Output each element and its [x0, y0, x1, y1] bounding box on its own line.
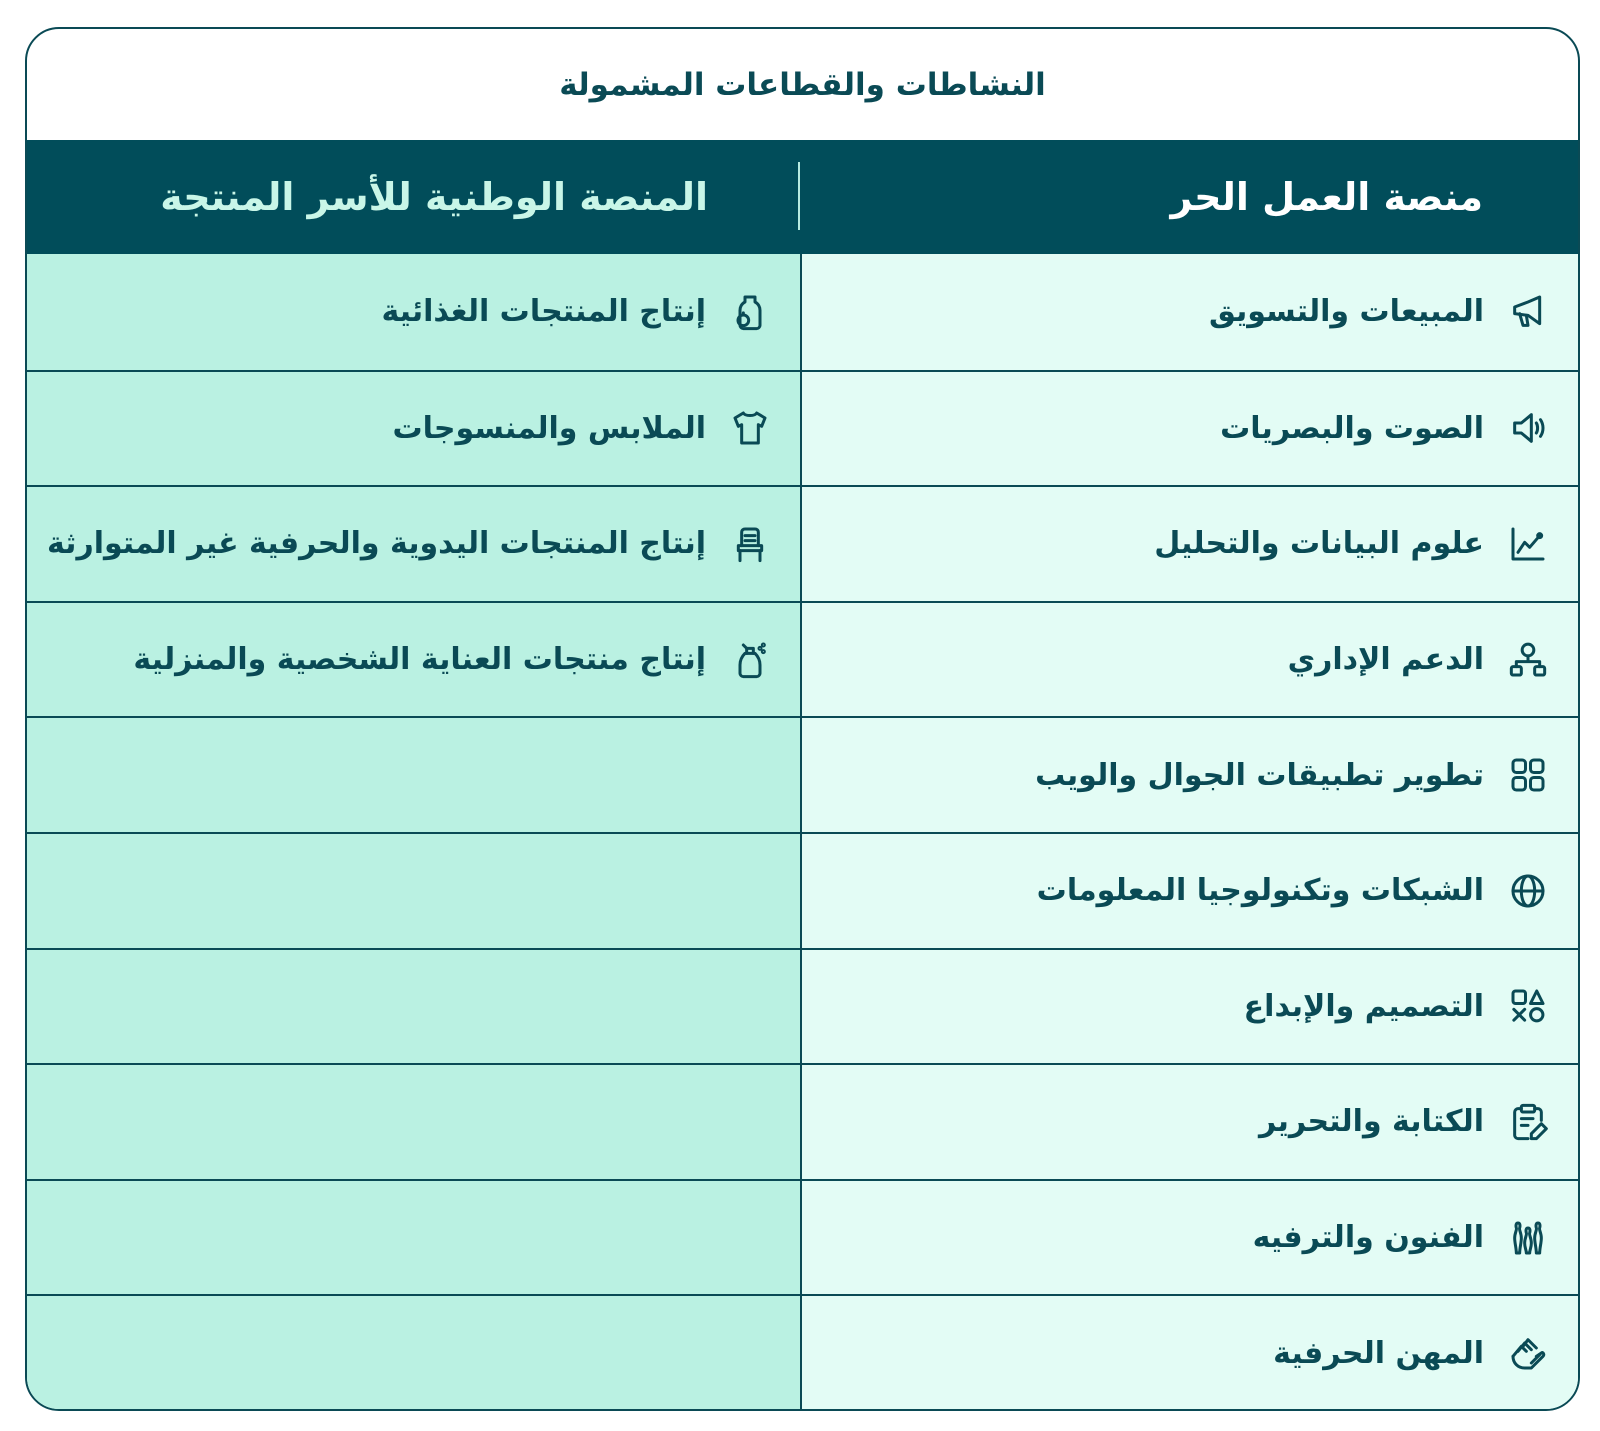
freelance-cell [800, 487, 1578, 601]
apps-grid-icon [1506, 753, 1550, 797]
productive-families-cell [27, 372, 800, 486]
spray-bottle-icon [728, 638, 772, 682]
tshirt-icon [728, 406, 772, 450]
freelance-item-label: المبيعات والتسويق [1208, 294, 1484, 330]
org-chart-icon [1506, 638, 1550, 682]
freelance-item-label: المهن الحرفية [1273, 1335, 1484, 1371]
freelance-cell [800, 1296, 1578, 1410]
freelance-item-label: تطوير تطبيقات الجوال والويب [1035, 757, 1484, 793]
freelance-item-label: التصميم والإبداع [1243, 988, 1484, 1024]
table-header [27, 140, 1578, 254]
table-row [27, 1063, 1578, 1179]
jar-apple-icon [728, 290, 772, 334]
productive-families-item-label: إنتاج المنتجات اليدوية والحرفية غير المتوارثة [46, 526, 706, 562]
freelance-cell [800, 718, 1578, 832]
productive-families-cell [27, 1181, 800, 1295]
table-title: النشاطات والقطاعات المشمولة [559, 66, 1046, 103]
header-divider [798, 162, 800, 230]
freelance-item-label: الفنون والترفيه [1252, 1220, 1484, 1256]
productive-families-cell [27, 603, 800, 717]
freelance-cell [800, 254, 1578, 370]
column-header-productive-families: المنصة الوطنية للأسر المنتجة [160, 175, 708, 219]
productive-families-cell [27, 487, 800, 601]
freelance-item-label: علوم البيانات والتحليل [1154, 526, 1484, 562]
freelance-cell [800, 950, 1578, 1064]
productive-families-item-label: الملابس والمنسوجات [392, 410, 706, 446]
table-row [27, 948, 1578, 1064]
productive-families-cell [27, 950, 800, 1064]
chart-icon [1506, 522, 1550, 566]
shapes-icon [1506, 984, 1550, 1028]
productive-families-cell [27, 254, 800, 370]
table-row [27, 370, 1578, 486]
productive-families-item-label: إنتاج المنتجات الغذائية [381, 294, 706, 330]
freelance-cell [800, 603, 1578, 717]
freelance-cell [800, 1181, 1578, 1295]
productive-families-cell [27, 718, 800, 832]
freelance-cell [800, 372, 1578, 486]
globe-icon [1506, 869, 1550, 913]
freelance-item-label: الدعم الإداري [1287, 642, 1484, 678]
freelance-item-label: الشبكات وتكنولوجيا المعلومات [1036, 873, 1484, 909]
freelance-cell [800, 834, 1578, 948]
table-row [27, 1179, 1578, 1295]
freelance-item-label: الصوت والبصريات [1220, 410, 1484, 446]
activities-table-card [25, 27, 1580, 1411]
productive-families-item-label: إنتاج منتجات العناية الشخصية والمنزلية [133, 642, 706, 678]
freelance-item-label: الكتابة والتحرير [1258, 1104, 1484, 1140]
column-header-freelance: منصة العمل الحر [1170, 175, 1483, 219]
speaker-icon [1506, 406, 1550, 450]
table-row [27, 601, 1578, 717]
bowling-pins-icon [1506, 1216, 1550, 1260]
table-row [27, 485, 1578, 601]
chair-icon [728, 522, 772, 566]
table-row [27, 716, 1578, 832]
table-body [27, 254, 1578, 1410]
productive-families-cell [27, 1065, 800, 1179]
table-row [27, 1294, 1578, 1410]
craft-hands-icon [1506, 1331, 1550, 1375]
table-row [27, 254, 1578, 370]
table-row [27, 832, 1578, 948]
productive-families-cell [27, 1296, 800, 1410]
clipboard-edit-icon [1506, 1100, 1550, 1144]
productive-families-cell [27, 834, 800, 948]
megaphone-icon [1506, 290, 1550, 334]
freelance-cell [800, 1065, 1578, 1179]
